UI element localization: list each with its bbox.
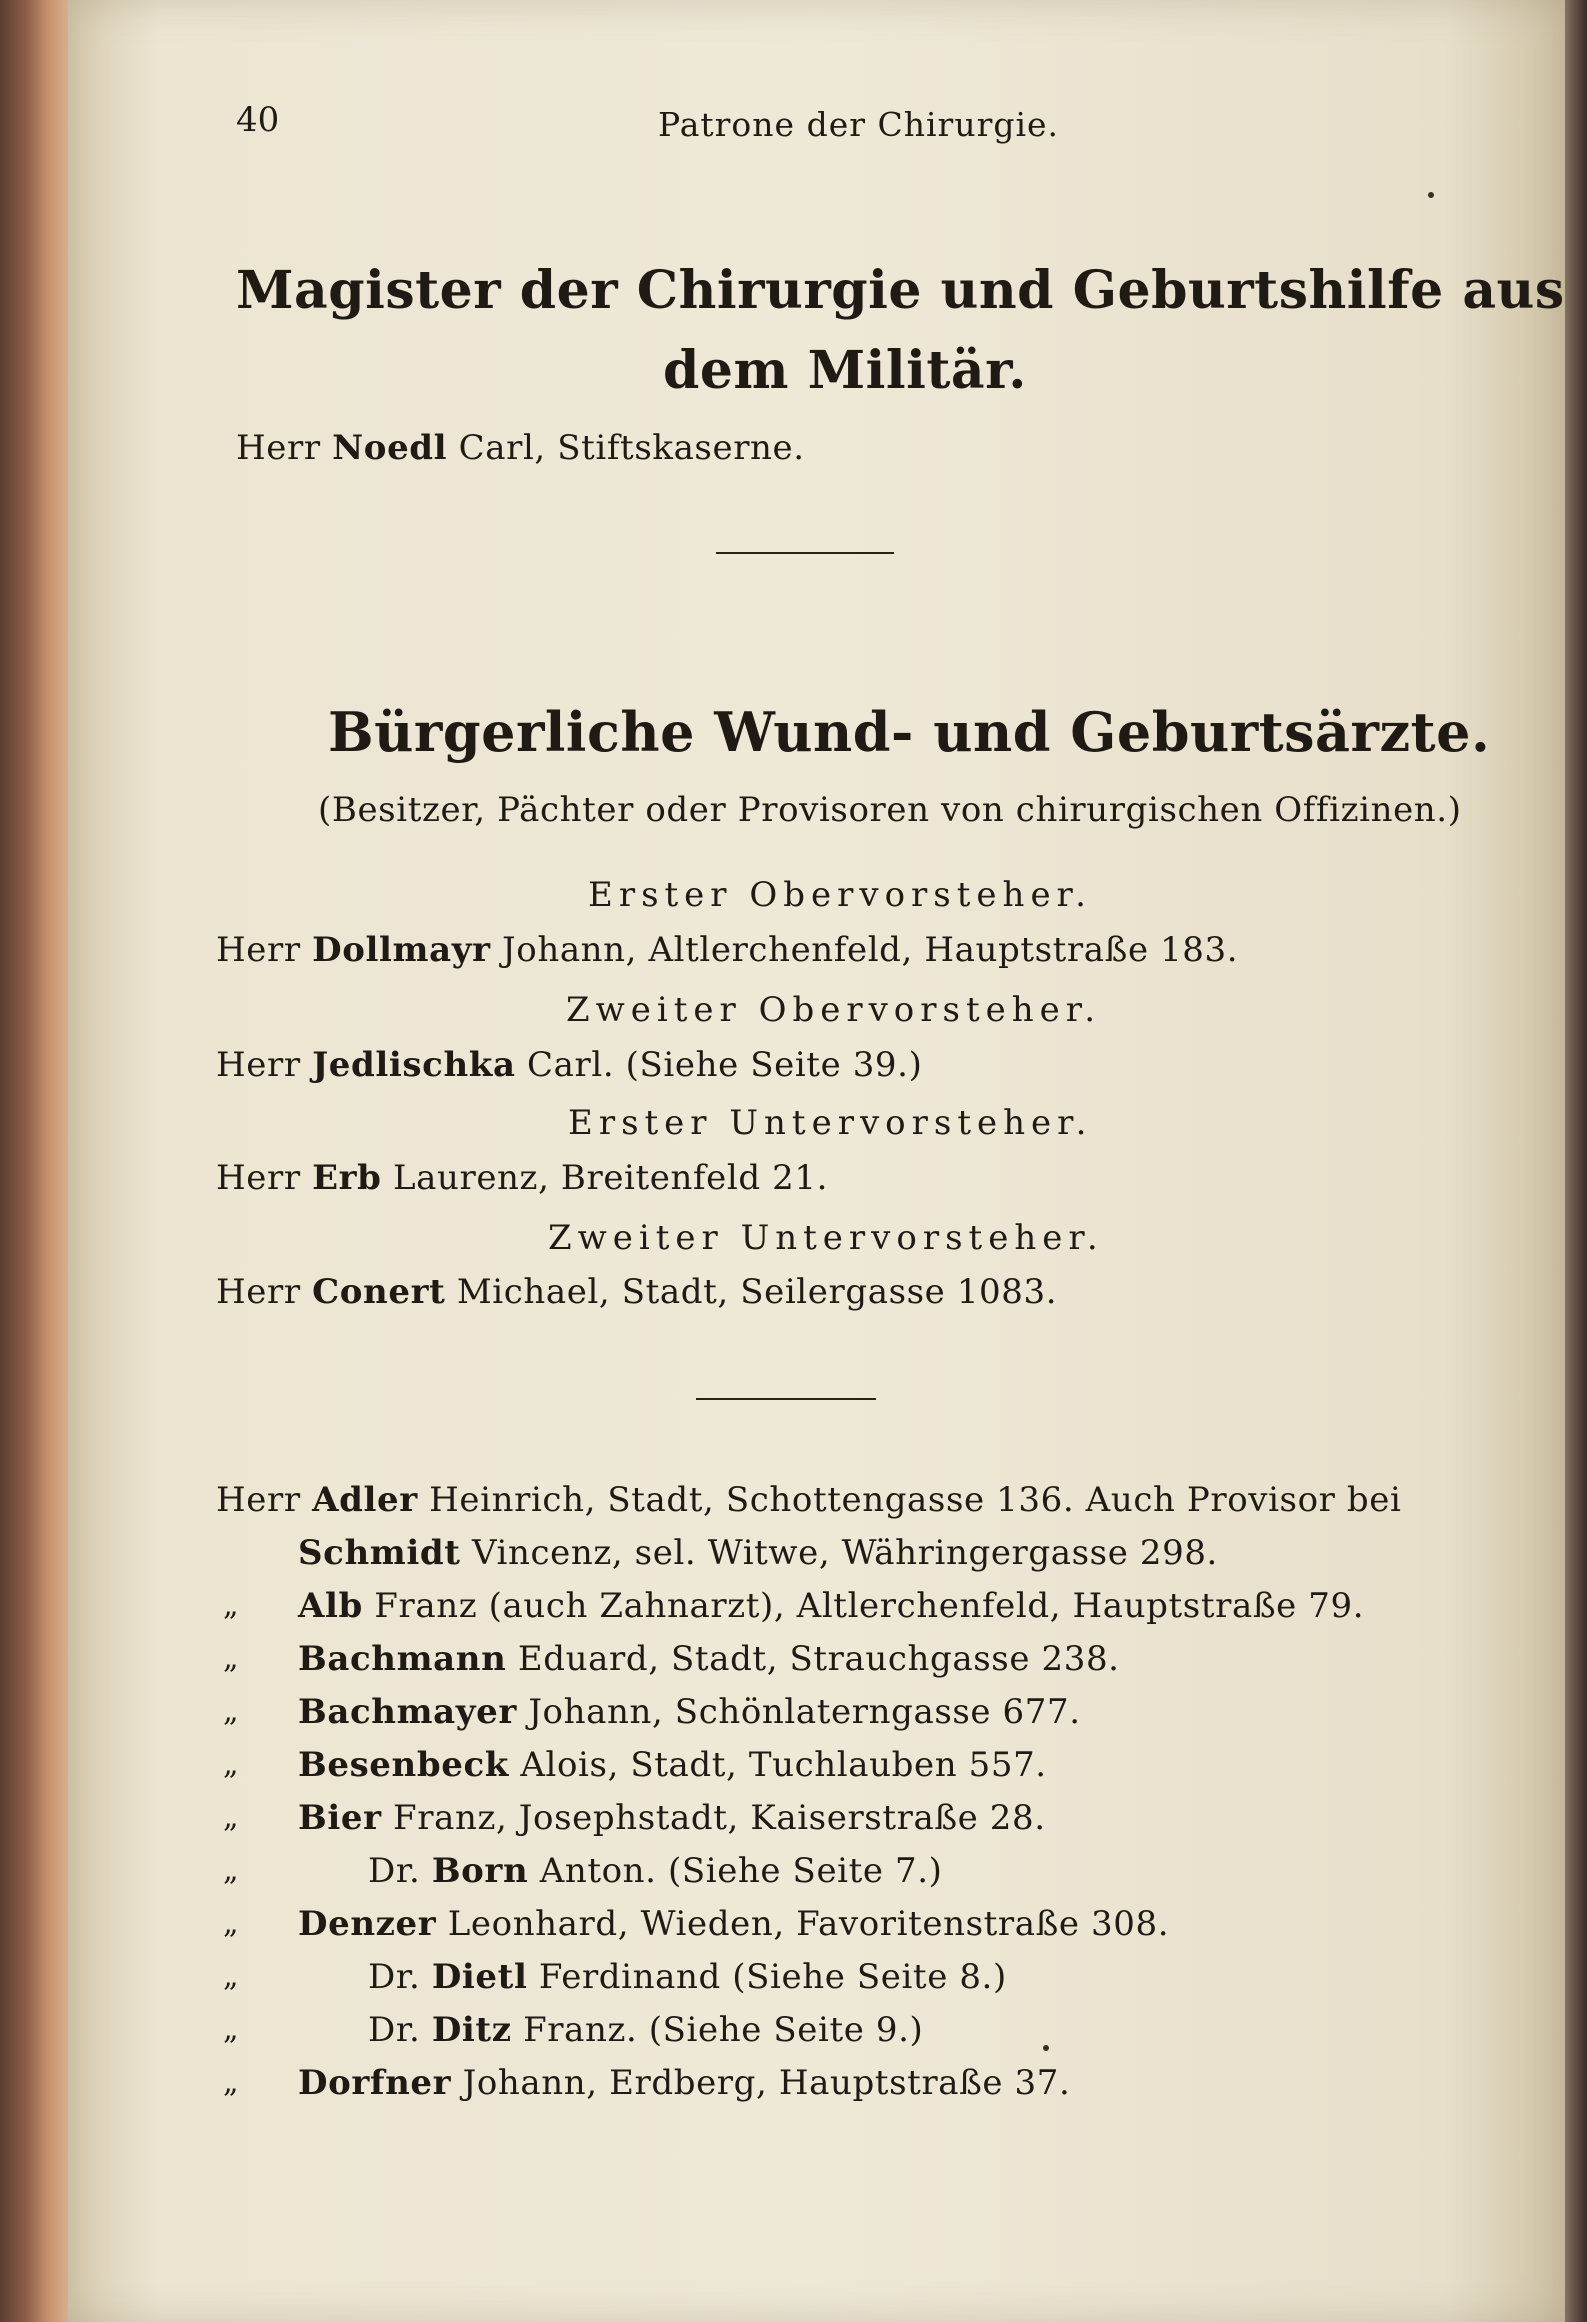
entry-details: Anton. (Siehe Seite 7.) (539, 1851, 943, 1891)
entry-surname: Erb (312, 1158, 382, 1198)
entry-details: Heinrich, Stadt, Schottengasse 136. Auch Provisor bei (429, 1480, 1402, 1520)
running-title: Patrone der Chirurgie. (658, 105, 1060, 144)
ditto-mark: „ (223, 1959, 240, 1994)
entry-surname: Noedl (332, 428, 448, 468)
list-item (223, 1904, 1170, 1944)
list-item (216, 1480, 1401, 1520)
entry-details: Franz, Josephstadt, Kaiserstraße 28. (393, 1798, 1046, 1838)
entry-surname: Dollmayr (312, 930, 491, 970)
book-spine-edge (0, 0, 70, 2322)
entry-prefix: Herr (236, 428, 321, 468)
book-right-edge (1563, 0, 1587, 2322)
list-item (223, 1957, 1007, 1997)
entry-surname: Ditz (431, 2010, 512, 2050)
section-divider (696, 1398, 876, 1400)
page-number: 40 (236, 100, 280, 140)
list-item (223, 1586, 1365, 1626)
entry-surname: Born (431, 1851, 529, 1891)
paper-speck (1428, 192, 1434, 198)
entry-prefix: Herr (216, 930, 301, 970)
entry-details: Laurenz, Breitenfeld 21. (392, 1158, 829, 1198)
list-item (223, 1745, 1047, 1785)
entry-prefix: Herr (216, 1045, 301, 1085)
ditto-mark: „ (223, 1588, 240, 1623)
entry-details: Ferdinand (Siehe Seite 8.) (538, 1957, 1007, 1997)
section-divider (716, 552, 894, 554)
entry-surname: Conert (312, 1272, 446, 1312)
entry-details: Carl. (Siehe Seite 39.) (527, 1045, 923, 1085)
entry-details: Johann, Erdberg, Hauptstraße 37. (462, 2063, 1071, 2103)
list-item (223, 1639, 1120, 1679)
entry-surname: Denzer (298, 1904, 437, 1944)
list-item (223, 1851, 943, 1891)
entry-details: Franz (auch Zahnarzt), Altlerchenfeld, Hauptstraße 79. (374, 1586, 1365, 1626)
list-item (223, 2063, 1071, 2103)
page-content (68, 0, 1565, 2322)
entry-surname: Dorfner (298, 2063, 452, 2103)
entry-prefix: Herr (216, 1480, 301, 1520)
entry-details: Franz. (Siehe Seite 9.) (523, 2010, 924, 2050)
ditto-mark: „ (223, 1800, 240, 1835)
entry-details: Alois, Stadt, Tuchlauben 557. (520, 1745, 1047, 1785)
entry-surname: Dietl (431, 1957, 528, 1997)
entry-surname: Schmidt (298, 1533, 461, 1573)
entry-surname: Bachmann (298, 1639, 507, 1679)
entry-surname: Besenbeck (298, 1745, 509, 1785)
ditto-mark: „ (223, 1747, 240, 1782)
entry-surname: Bachmayer (298, 1692, 517, 1732)
paper-speck (1043, 2045, 1049, 2051)
section-title-civil-surgeons: Bürgerliche Wund- und Geburtsärzte. (328, 700, 1491, 764)
ditto-mark: „ (223, 2065, 240, 2100)
officer-role: Erster Obervorsteher. (588, 875, 1092, 915)
entry-surname: Alb (298, 1586, 363, 1626)
entry-details: Vincenz, sel. Witwe, Währingergasse 298. (471, 1533, 1218, 1573)
list-item (223, 1798, 1046, 1838)
ditto-mark: „ (223, 2012, 240, 2047)
officer-entry (216, 930, 1238, 970)
list-item (223, 2010, 924, 2050)
officer-entry (216, 1045, 922, 1085)
entry-details: Eduard, Stadt, Strauchgasse 238. (517, 1639, 1120, 1679)
section-title-military-line1: Magister der Chirurgie und Geburtshilfe aus (236, 260, 1565, 321)
entry-title: Dr. (368, 2010, 421, 2050)
section-title-military-line2: dem Militär. (663, 340, 1027, 401)
officer-role: Zweiter Obervorsteher. (566, 990, 1102, 1030)
entry-prefix: Herr (216, 1272, 301, 1312)
list-item (223, 1692, 1081, 1732)
entry-details: Carl, Stiftskaserne. (458, 428, 805, 468)
officer-entry (216, 1272, 1057, 1312)
entry-surname: Jedlischka (312, 1045, 516, 1085)
officer-role: Zweiter Untervorsteher. (548, 1218, 1104, 1258)
officer-role: Erster Untervorsteher. (568, 1103, 1093, 1143)
entry-details: Johann, Schönlaterngasse 677. (528, 1692, 1081, 1732)
officer-entry (216, 1158, 828, 1198)
ditto-mark: „ (223, 1694, 240, 1729)
entry-details: Johann, Altlerchenfeld, Hauptstraße 183. (502, 930, 1239, 970)
section-subtitle: (Besitzer, Pächter oder Provisoren von chirurgischen Offizinen.) (318, 790, 1462, 830)
entry-surname: Adler (312, 1480, 418, 1520)
ditto-mark: „ (223, 1906, 240, 1941)
entry-surname: Bier (298, 1798, 382, 1838)
list-item-continuation (298, 1533, 1218, 1573)
ditto-mark: „ (223, 1641, 240, 1676)
ditto-mark: „ (223, 1853, 240, 1888)
entry-prefix: Herr (216, 1158, 301, 1198)
entry-title: Dr. (368, 1957, 421, 1997)
entry-details: Michael, Stadt, Seilergasse 1083. (456, 1272, 1058, 1312)
entry-details: Leonhard, Wieden, Favoritenstraße 308. (447, 1904, 1170, 1944)
book-page (68, 0, 1565, 2322)
military-entry (236, 428, 805, 468)
entry-title: Dr. (368, 1851, 421, 1891)
